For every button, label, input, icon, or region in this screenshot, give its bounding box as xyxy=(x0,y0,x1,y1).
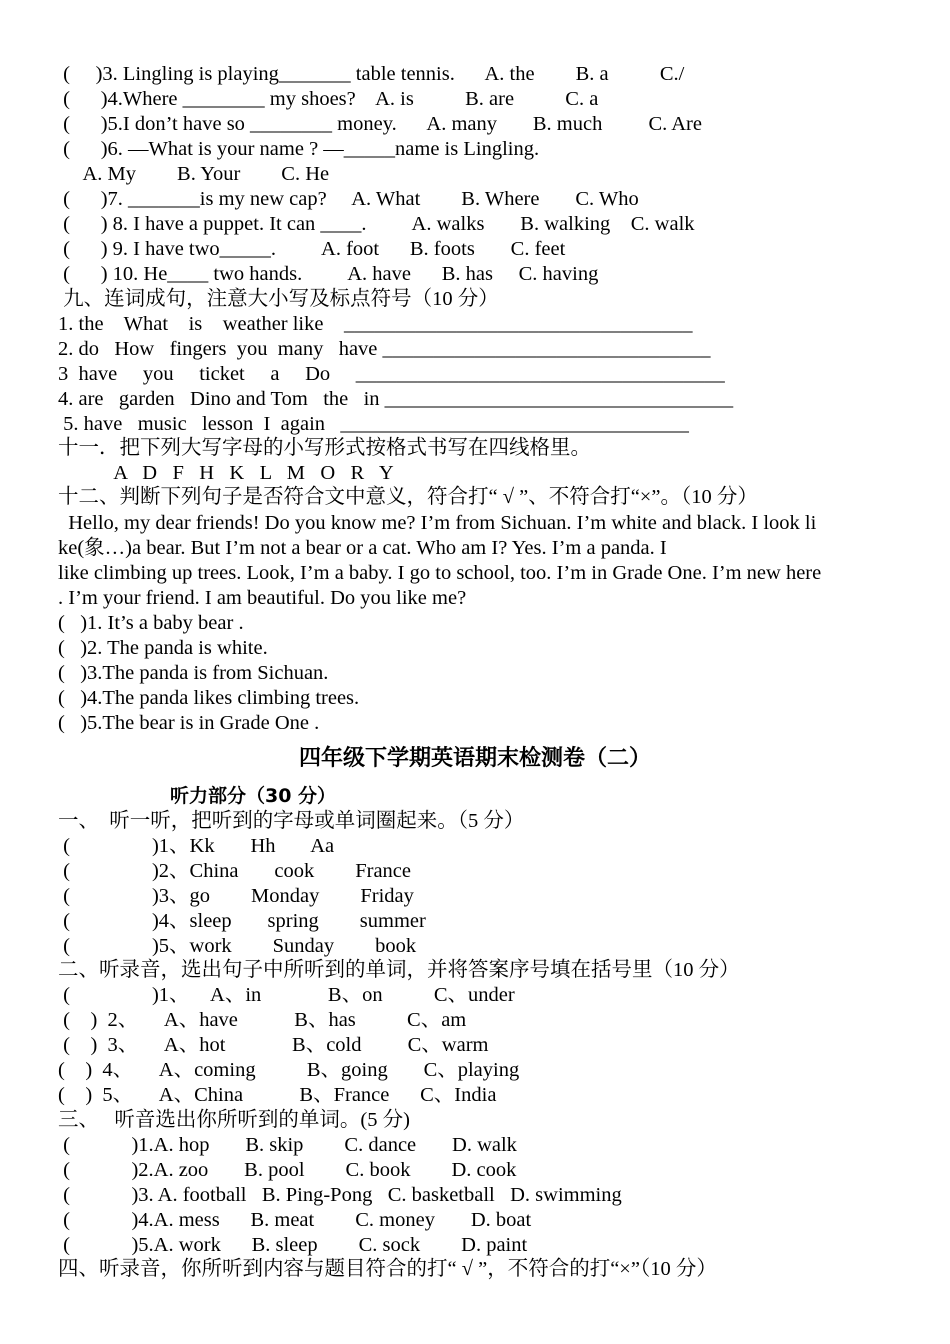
question-line: ( ) 5、 A、China B、France C、India xyxy=(58,1084,497,1106)
question-line: ( )5.I don’t have so ________ money. A. many B. much C. Are xyxy=(58,113,702,135)
question-line: ( )3. Lingling is playing_______ table tennis. A. the B. a C./ xyxy=(58,63,685,85)
question-line: 5. have music lesson I again __________________________________ xyxy=(58,413,689,435)
passage-line: Hello, my dear friends! Do you know me? I’m from Sichuan. I’m white and black. I look li xyxy=(58,512,817,534)
question-line: ( )4.The panda likes climbing trees. xyxy=(58,687,360,709)
question-line: 3 have you ticket a Do ____________________________________ xyxy=(58,363,725,385)
section-heading: 四、听录音，你所听到内容与题目符合的打“ √ ”，不符合的打“×”（10 分） xyxy=(58,1258,717,1280)
question-line: ( )5.The bear is in Grade One . xyxy=(58,712,320,734)
question-line: ( )5.A. work B. sleep C. sock D. paint xyxy=(58,1234,528,1256)
question-line: ( ) 3、 A、hot B、cold C、warm xyxy=(58,1034,489,1056)
question-line: 4. are garden Dino and Tom the in __________________________________ xyxy=(58,388,734,410)
question-line: ( )6. —What is your name ? —_____name is Lingling. xyxy=(58,138,540,160)
section-heading: 九、连词成句，注意大小写及标点符号（10 分） xyxy=(58,288,499,310)
question-line: ( )1、 A、in B、on C、under xyxy=(58,984,515,1006)
section-heading: 一、 听一听，把听到的字母或单词圈起来。（5 分） xyxy=(58,810,525,832)
section-heading: 十二、判断下列句子是否符合文中意义，符合打“ √ ”、不符合打“×”。（10 分） xyxy=(58,486,758,508)
passage-line: ke(象…)a bear. But I’m not a bear or a cat. Who am I? Yes. I’m a panda. I xyxy=(58,537,667,559)
question-line: ( )1. It’s a baby bear . xyxy=(58,612,244,634)
question-line: ( )2. The panda is white. xyxy=(58,637,268,659)
question-line: A. My B. Your C. He xyxy=(58,163,330,185)
question-line: ( )4.A. mess B. meat C. money D. boat xyxy=(58,1209,532,1231)
question-line: ( )1.A. hop B. skip C. dance D. walk xyxy=(58,1134,517,1156)
question-line: ( )1、Kk Hh Aa xyxy=(58,835,335,857)
section-heading: 三、 听音选出你所听到的单词。(5 分) xyxy=(58,1109,410,1131)
passage-line: like climbing up trees. Look, I’m a baby. I go to school, too. I’m in Grade One. I’m new here xyxy=(58,562,822,584)
question-line: ( ) 2、 A、have B、has C、am xyxy=(58,1009,467,1031)
question-line: ( )4.Where ________ my shoes? A. is B. are C. a xyxy=(58,88,599,110)
passage-line: . I’m your friend. I am beautiful. Do you like me? xyxy=(58,587,467,609)
section-heading: 二、听录音，选出句子中所听到的单词，并将答案序号填在括号里（10 分） xyxy=(58,959,740,981)
question-line: ( ) 8. I have a puppet. It can ____. A. walks B. walking C. walk xyxy=(58,213,695,235)
question-line: ( ) 10. He____ two hands. A. have B. has C. having xyxy=(58,263,599,285)
question-line: ( ) 9. I have two_____. A. foot B. foots C. feet xyxy=(58,238,566,260)
question-line: ( )2.A. zoo B. pool C. book D. cook xyxy=(58,1159,517,1181)
question-line: ( )3、go Monday Friday xyxy=(58,885,414,907)
question-line: 2. do How fingers you many have ________________________________ xyxy=(58,338,711,360)
letters-line: A D F H K L M O R Y xyxy=(58,462,394,484)
section-heading: 十一．把下列大写字母的小写形式按格式书写在四线格里。 xyxy=(58,437,591,459)
listening-header: 听力部分（30 分） xyxy=(170,785,337,807)
question-line: ( )7. _______is my new cap? A. What B. Where C. Who xyxy=(58,188,639,210)
question-line: ( )4、sleep spring summer xyxy=(58,910,426,932)
question-line: ( )3.The panda is from Sichuan. xyxy=(58,662,329,684)
question-line: ( )2、China cook France xyxy=(58,860,411,882)
exam-title: 四年级下学期英语期末检测卷（二） xyxy=(298,746,651,771)
question-line: ( ) 4、 A、coming B、going C、playing xyxy=(58,1059,520,1081)
question-line: 1. the What is weather like __________________________________ xyxy=(58,313,693,335)
question-line: ( )3. A. football B. Ping-Pong C. basketball D. swimming xyxy=(58,1184,622,1206)
question-line: ( )5、work Sunday book xyxy=(58,935,417,957)
